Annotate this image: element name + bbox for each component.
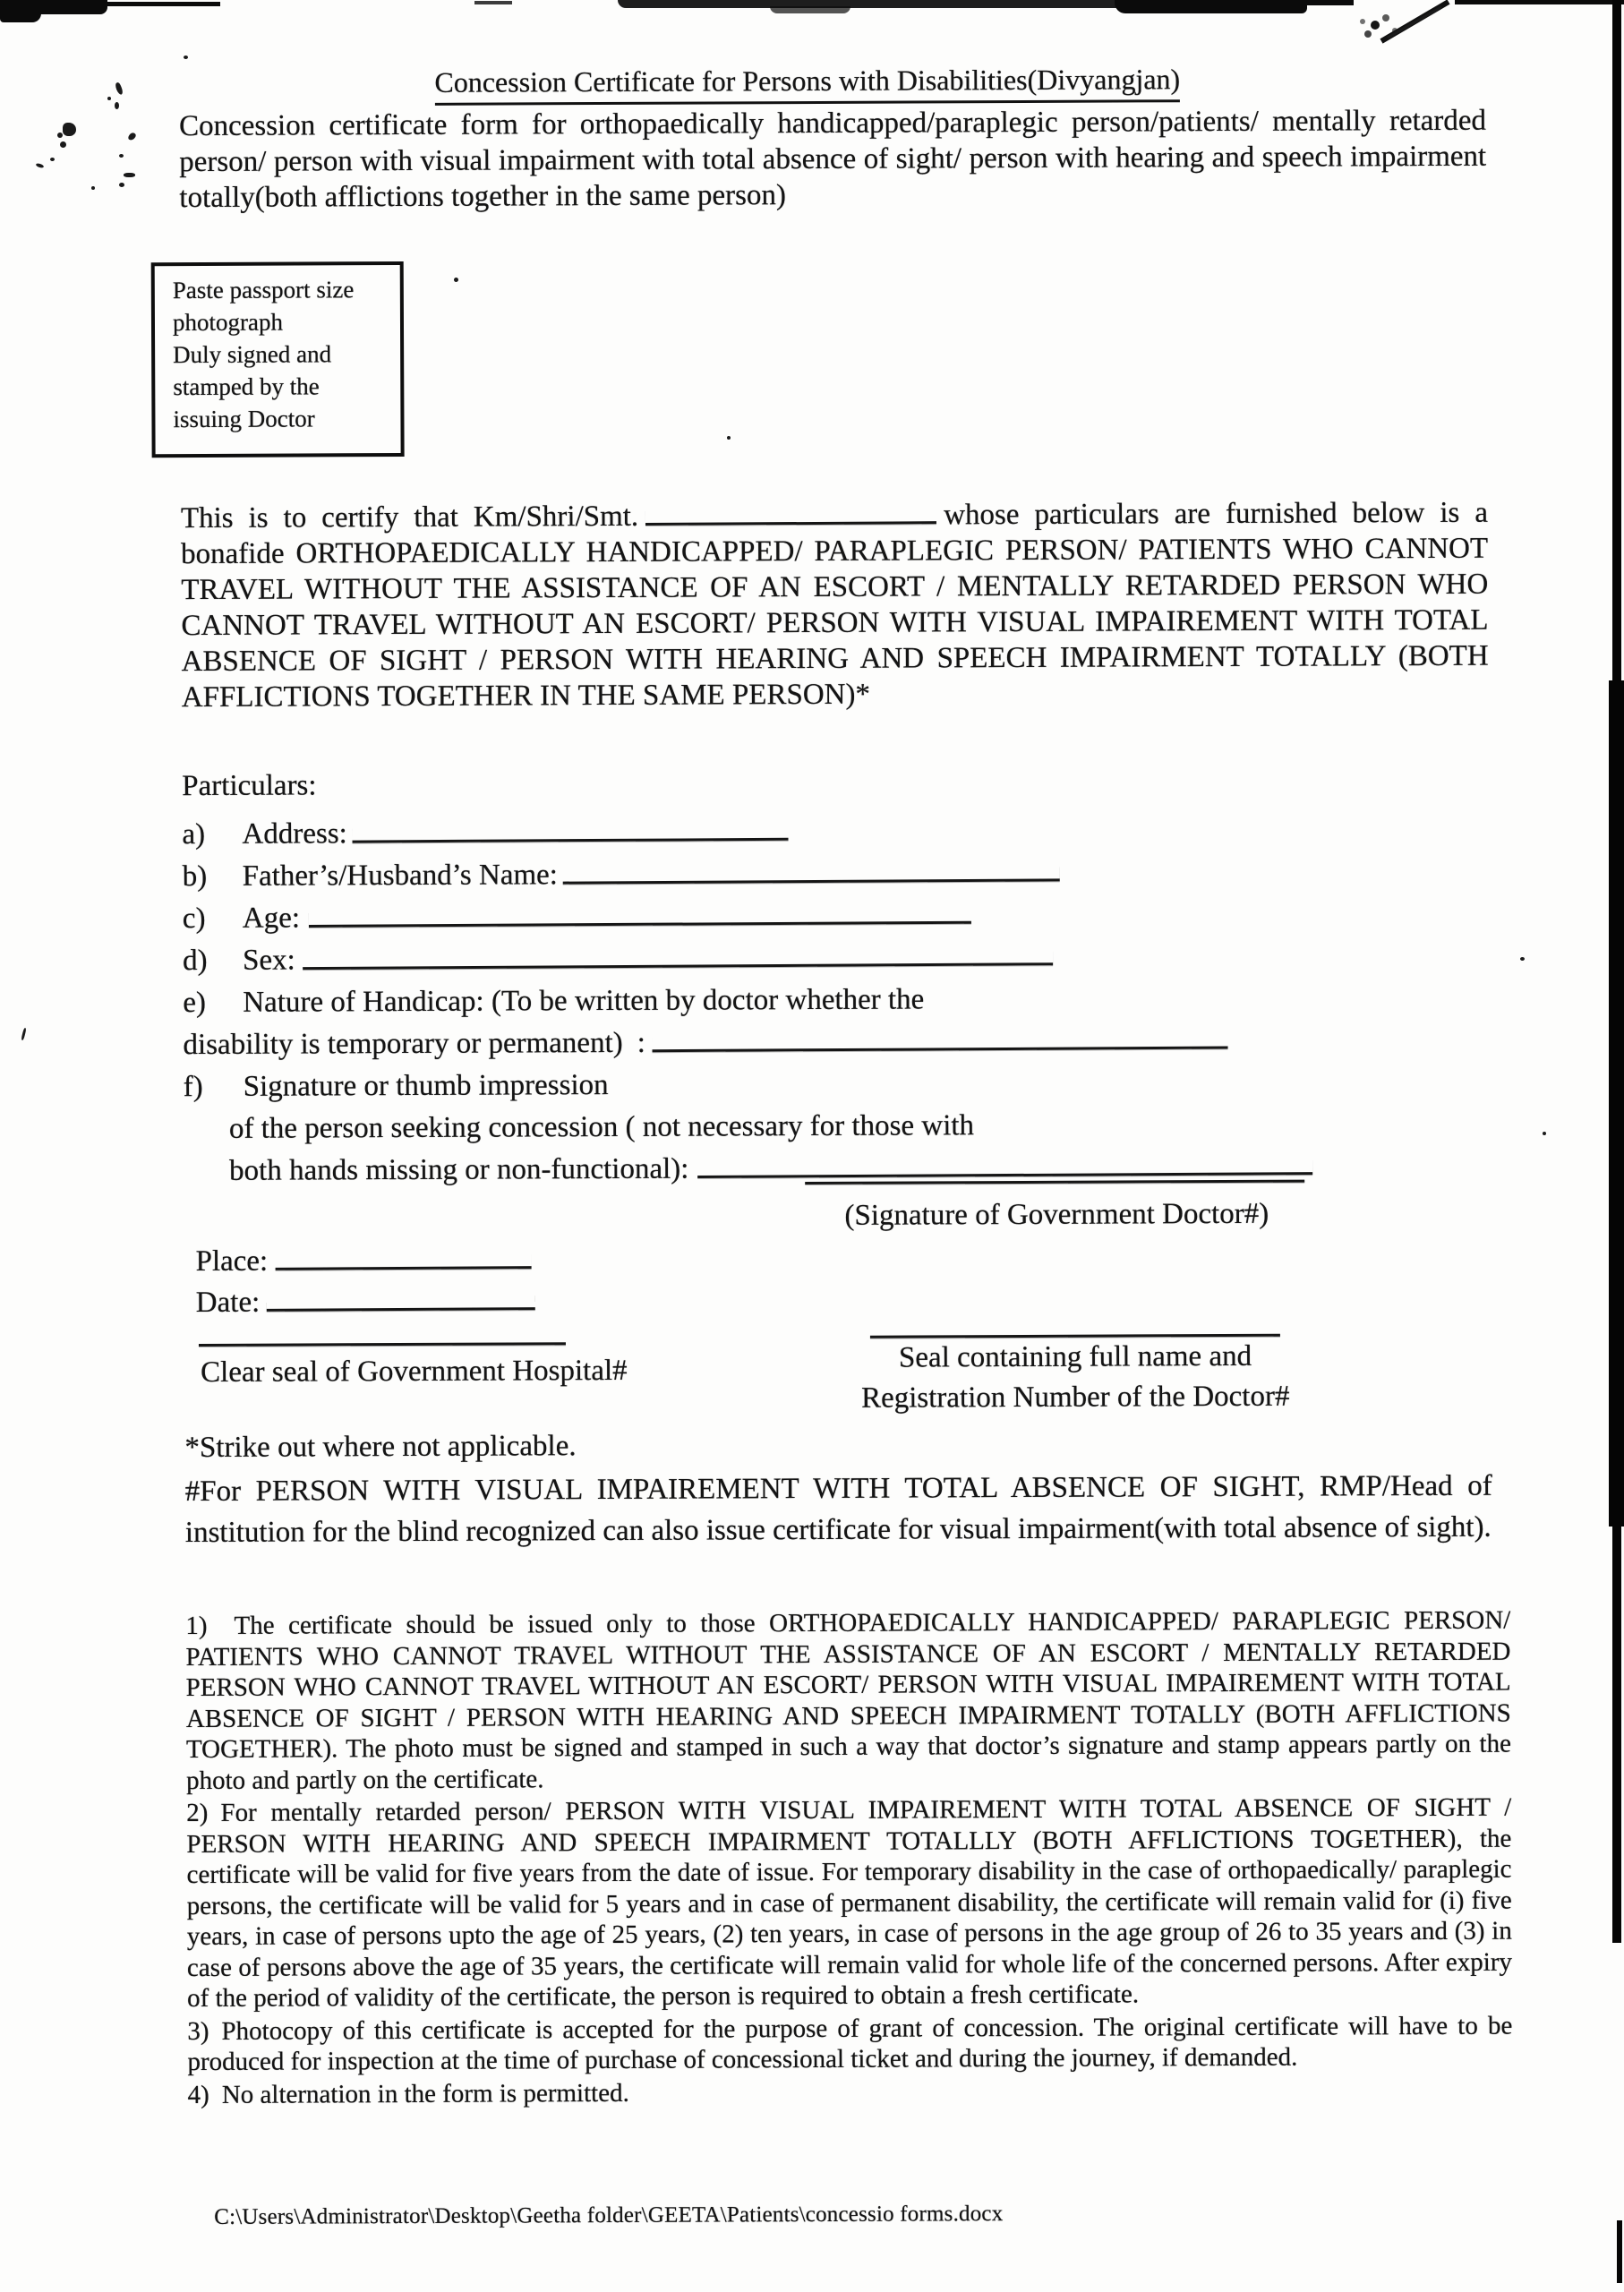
signature-impression-label-line2: of the person seeking concession ( not necessary for those with — [228, 1109, 975, 1145]
footer-file-path: C:\Users\Administrator\Desktop\Geetha folder\GEETA\Patients\concessio forms.docx — [214, 2202, 1004, 2229]
photo-box-line: photograph — [172, 308, 284, 337]
address-blank-field[interactable] — [353, 825, 789, 843]
term-text: No alternation in the form is permitted. — [221, 2078, 629, 2109]
date-row — [196, 1285, 536, 1320]
particulars-row-signature-impression — [184, 1061, 1491, 1108]
term-item-3 — [187, 2010, 1512, 2077]
document-title: Concession Certificate for Persons with Disabilities(Divyangjan) — [434, 61, 1180, 106]
particulars-row-sex — [183, 935, 1490, 982]
doctor-seal-label-2: Registration Number of the Doctor# — [860, 1380, 1290, 1415]
particulars-row-father-husband-name — [183, 851, 1490, 898]
doctor-seal-label-1: Seal containing full name and — [898, 1339, 1252, 1374]
nature-of-handicap-blank-field[interactable] — [653, 1034, 1228, 1053]
signature-impression-label-line3: both hands missing or non-functional): — [229, 1152, 689, 1187]
term-text: The certificate should be issued only to those ORTHOPAEDICALLY HANDICAPPED/ PARAPLEGIC PERSON/ PATIENTS WHO CANNOT TRAVEL WITHOUT THE ASSISTANCE OF AN ESCORT / MENTALLY RETARDED PERSON WHO CANNOT TRAVEL WITHOUT AN ESCORT/ PERSON WITH VISUAL IMPAIREMENT WITH TOTAL ABSENCE OF SIGHT / PERSON WITH HEARING AND SPEECH IMPAIRMENT TOTALLY (BOTH AFFLICTIONS TOGETHER). The photo must be signed and stamped in such a way that doctor’s signature and stamp appears partly on the photo and partly on the certificate. — [185, 1605, 1511, 1795]
term-item-1 — [185, 1605, 1511, 1796]
place-blank-field[interactable] — [275, 1253, 531, 1270]
item-letter: e) — [183, 986, 207, 1020]
term-number: 1) — [185, 1611, 208, 1641]
photo-box-line: issuing Doctor — [173, 405, 315, 433]
visual-impairment-note: #For PERSON WITH VISUAL IMPAIREMENT WITH TOTAL ABSENCE OF SIGHT, RMP/Head of institution for the blind recognized can also issue certificate for visual impairment(with total absence of sight). — [184, 1469, 1492, 1550]
photo-box-line: stamped by the — [173, 372, 320, 401]
doctor-signature-label: (Signature of Government Doctor#) — [844, 1197, 1269, 1232]
term-number: 3) — [187, 2016, 209, 2046]
term-item-2 — [186, 1792, 1512, 2014]
item-letter: b) — [182, 860, 208, 894]
term-text: Photocopy of this certificate is accepted for the purpose of grant of concession. The original certificate will have to be produced for inspection at the time of purchase of concessional ticket and during the journey, if demanded. — [187, 2011, 1513, 2077]
item-letter: f) — [183, 1070, 203, 1104]
father-husband-name-blank-field[interactable] — [563, 866, 1060, 884]
terms-list — [185, 1605, 1512, 2112]
hospital-seal-label: Clear seal of Government Hospital# — [201, 1354, 628, 1389]
term-text: For mentally retarded person/ PERSON WITH VISUAL IMPAIREMENT WITH TOTAL ABSENCE OF SIGHT / PERSON WITH HEARING AND SPEECH IMPAIRMENT TOTALLLY (BOTH AFFLICTIONS TOGETHER), the certificate will be valid for five years from the date of issue. For temporary disability in the case of orthopaedically/ paraplegic persons, the certificate will be valid for 5 years and in case of permanent disability, the certificate will remain valid for (i) five years, in case of persons upto the age of 25 years, (2) ten years, in case of persons in the age group of 26 to 35 years and (3) in case of persons above the age of 35 years, the certificate will remain valid for whole life of the concerned persons. After expiry of the period of validity of the certificate, the person is required to obtain a fresh certificate. — [186, 1792, 1513, 2014]
item-letter: c) — [182, 902, 206, 936]
particulars-row-address — [182, 808, 1489, 856]
item-letter: d) — [183, 944, 208, 978]
intro-paragraph: Concession certificate form for orthopaedically handicapped/paraplegic person/patients/ mentally retarded person/ person with visual impairment with total absence of sight/ person with hearing and speech impairment totally(both afflictions together in the same person) — [178, 104, 1487, 215]
hospital-seal-line — [199, 1342, 566, 1347]
particulars-section — [182, 760, 1491, 1193]
photo-instructions-box — [151, 261, 405, 458]
sex-label: Sex: — [243, 944, 295, 977]
particulars-row-nature-of-handicap-cont — [183, 1019, 1490, 1066]
particulars-heading: Particulars: — [182, 769, 317, 803]
colon-separator: : — [637, 1026, 645, 1059]
certify-text-before: This is to certify that Km/Shri/Smt. — [180, 500, 639, 535]
nature-of-handicap-label-line2: disability is temporary or permanent) — [183, 1026, 623, 1062]
applicant-signature-blank-field[interactable] — [697, 1159, 1312, 1178]
date-blank-field[interactable] — [267, 1295, 535, 1312]
term-item-4 — [188, 2074, 1513, 2110]
date-label: Date: — [195, 1286, 261, 1320]
term-number: 2) — [186, 1798, 209, 1828]
address-label: Address: — [242, 817, 347, 851]
photo-box-line: Paste passport size — [172, 276, 355, 304]
age-label: Age: — [242, 902, 301, 935]
nature-of-handicap-label-line1: Nature of Handicap: (To be written by doctor whether the — [243, 983, 925, 1019]
age-blank-field[interactable] — [309, 909, 971, 928]
particulars-row-signature-impression-cont2 — [184, 1145, 1491, 1193]
father-husband-name-label: Father’s/Husband’s Name: — [242, 859, 559, 893]
sex-blank-field[interactable] — [303, 950, 1053, 970]
strike-out-note: *Strike out where not applicable. — [184, 1430, 577, 1465]
particulars-row-age — [183, 893, 1490, 940]
signature-impression-label-line1: Signature or thumb impression — [243, 1068, 609, 1103]
photo-box-line: Duly signed and — [173, 340, 332, 369]
place-row — [195, 1244, 531, 1279]
certify-text-after: whose particulars are furnished below is a bonafide ORTHOPAEDICALLY HANDICAPPED/ PARAPLEGIC PERSON/ PATIENTS WHO CANNOT TRAVEL WITHOUT THE ASSISTANCE OF AN ESCORT / MENTALLY RETARDED PERSON WHO CANNOT TRAVEL WITHOUT AN ESCORT/ PERSON WITH VISUAL IMPAIREMENT WITH TOTAL ABSENCE OF SIGHT / PERSON WITH HEARING AND SPEECH IMPAIRMENT TOTALLY (BOTH AFFLICTIONS TOGETHER IN THE SAME PERSON)* — [181, 496, 1489, 714]
item-letter: a) — [182, 817, 206, 851]
certify-paragraph — [181, 495, 1489, 715]
name-blank-field[interactable] — [645, 509, 936, 526]
doctor-seal-block — [825, 1333, 1326, 1418]
particulars-row-signature-impression-cont — [184, 1103, 1491, 1150]
particulars-row-nature-of-handicap — [183, 977, 1490, 1024]
title-row — [0, 59, 1620, 107]
place-label: Place: — [195, 1244, 269, 1279]
term-number: 4) — [187, 2080, 209, 2109]
